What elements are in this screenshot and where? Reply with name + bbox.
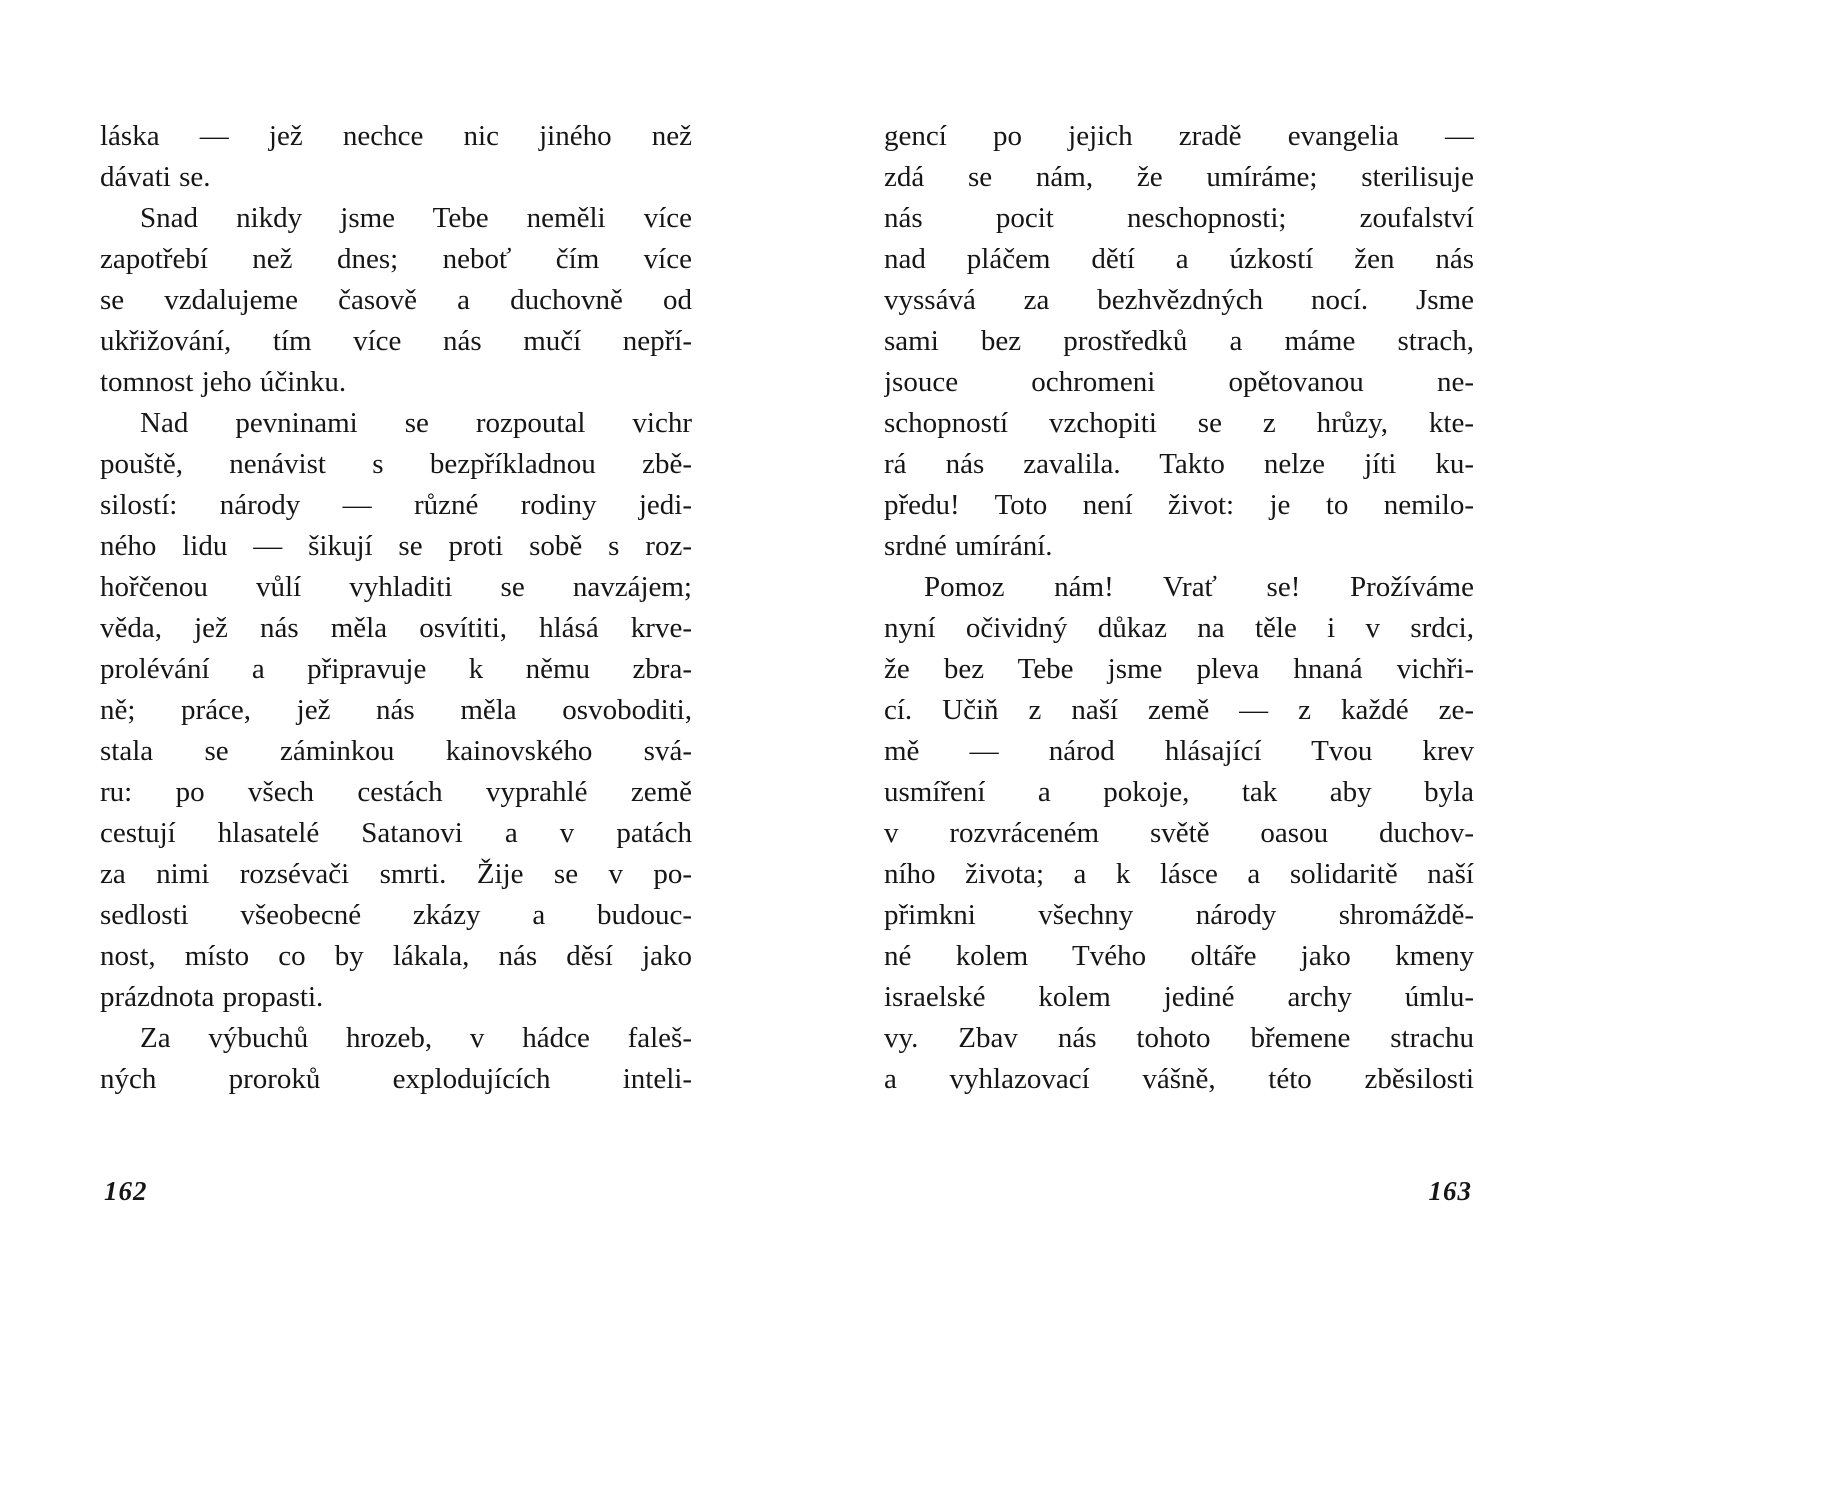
text-line: ru: po všech cestách vyprahlé země <box>100 776 692 808</box>
text-line: jsouce ochromeni opětovanou ne- <box>884 366 1474 398</box>
text-line: prolévání a připravuje k němu zbra- <box>100 653 692 685</box>
text-line: prázdnota propasti. <box>100 981 324 1013</box>
text-line: schopností vzchopiti se z hrůzy, kte- <box>884 407 1474 439</box>
text-line: tomnost jeho účinku. <box>100 366 347 398</box>
page-left <box>100 0 692 1501</box>
text-line: sami bez prostředků a máme strach, <box>884 325 1474 357</box>
text-line: ného lidu — šikují se proti sobě s roz- <box>100 530 692 562</box>
text-line: nost, místo co by lákala, nás děsí jako <box>100 940 692 972</box>
page-right-text <box>884 116 1474 1100</box>
text-line: ných proroků explodujících inteli- <box>100 1063 692 1095</box>
text-line: silostí: národy — různé rodiny jedi- <box>100 489 692 521</box>
text-line: vy. Zbav nás tohoto břemene strachu <box>884 1022 1474 1054</box>
text-line: přimkni všechny národy shromáždě- <box>884 899 1474 931</box>
page-number-right: 163 <box>1428 1176 1472 1206</box>
text-line: Nad pevninami se rozpoutal vichr <box>140 407 692 439</box>
text-line: sedlosti všeobecné zkázy a budouc- <box>100 899 692 931</box>
text-line: nad pláčem dětí a úzkostí žen nás <box>884 243 1474 275</box>
text-line: ně; práce, jež nás měla osvoboditi, <box>100 694 692 726</box>
text-line: rá nás zavalila. Takto nelze jíti ku- <box>884 448 1474 480</box>
text-line: gencí po jejich zradě evangelia — <box>884 120 1474 152</box>
text-line: hořčenou vůlí vyhladiti se navzájem; <box>100 571 692 603</box>
text-line: srdné umírání. <box>884 530 1053 562</box>
text-line: nás pocit neschopnosti; zoufalství <box>884 202 1474 234</box>
text-line: cí. Učiň z naší země — z každé ze- <box>884 694 1474 726</box>
text-line: dávati se. <box>100 161 211 193</box>
text-line: pouště, nenávist s bezpříkladnou zbě- <box>100 448 692 480</box>
text-line: cestují hlasatelé Satanovi a v patách <box>100 817 692 849</box>
page-number-left: 162 <box>104 1176 148 1206</box>
text-line: zapotřebí než dnes; neboť čím více <box>100 243 692 275</box>
text-line: nyní očividný důkaz na těle i v srdci, <box>884 612 1474 644</box>
text-line: Snad nikdy jsme Tebe neměli více <box>140 202 692 234</box>
text-line: israelské kolem jediné archy úmlu- <box>884 981 1474 1013</box>
text-line: za nimi rozsévači smrti. Žije se v po- <box>100 858 692 890</box>
text-line: Pomoz nám! Vrať se! Prožíváme <box>924 571 1474 603</box>
text-line: stala se záminkou kainovského svá- <box>100 735 692 767</box>
text-line: láska — jež nechce nic jiného než <box>100 120 692 152</box>
text-line: ního života; a k lásce a solidaritě naší <box>884 858 1474 890</box>
text-line: usmíření a pokoje, tak aby byla <box>884 776 1474 808</box>
text-line: vyssává za bezhvězdných nocí. Jsme <box>884 284 1474 316</box>
text-line: mě — národ hlásající Tvou krev <box>884 735 1474 767</box>
page-left-text <box>100 116 692 1100</box>
text-line: Za výbuchů hrozeb, v hádce faleš- <box>140 1022 692 1054</box>
text-line: ukřižování, tím více nás mučí nepří- <box>100 325 692 357</box>
text-line: že bez Tebe jsme pleva hnaná vichři- <box>884 653 1474 685</box>
text-line: předu! Toto není život: je to nemilo- <box>884 489 1474 521</box>
text-line: v rozvráceném světě oasou duchov- <box>884 817 1474 849</box>
text-line: né kolem Tvého oltáře jako kmeny <box>884 940 1474 972</box>
text-line: a vyhlazovací vášně, této zběsilosti <box>884 1063 1474 1095</box>
text-line: zdá se nám, že umíráme; sterilisuje <box>884 161 1474 193</box>
text-line: se vzdalujeme časově a duchovně od <box>100 284 692 316</box>
text-line: věda, jež nás měla osvítiti, hlásá krve- <box>100 612 692 644</box>
page-right <box>884 0 1474 1501</box>
